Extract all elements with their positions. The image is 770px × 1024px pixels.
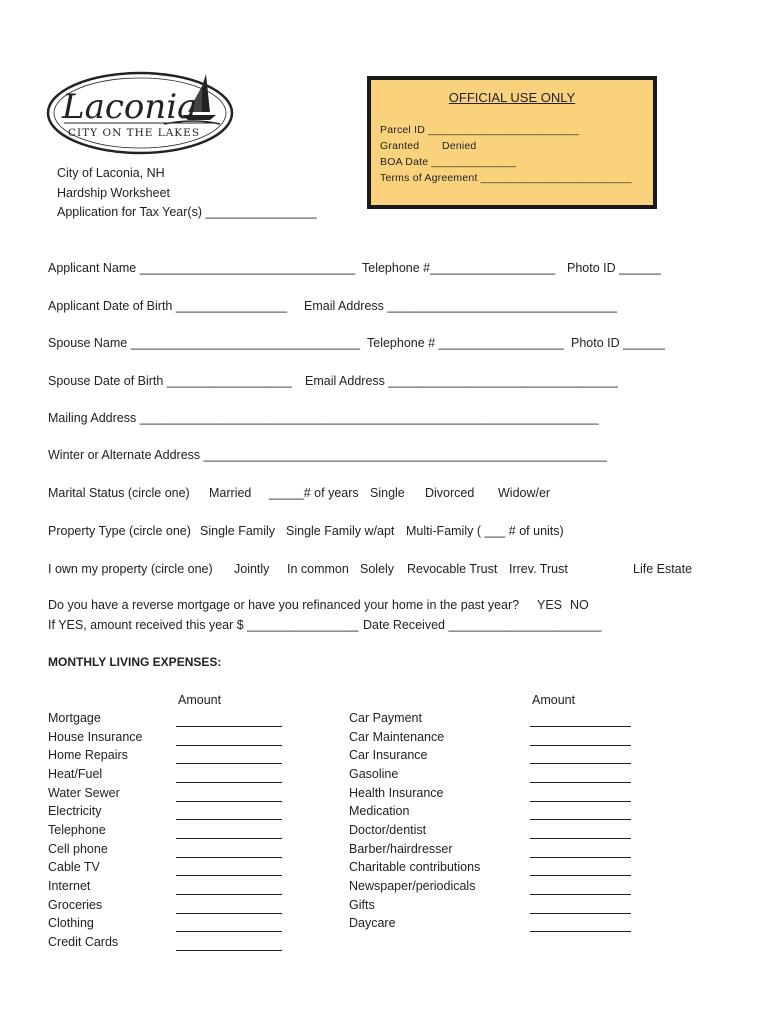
right-expense-label: Doctor/dentist xyxy=(349,822,427,837)
left-expense-amount-field[interactable] xyxy=(176,857,282,858)
right-expense-label: Daycare xyxy=(349,916,396,931)
right-expense-amount-field[interactable] xyxy=(530,726,631,727)
left-expense-amount-field[interactable] xyxy=(176,838,282,839)
left-expense-label: Heat/Fuel xyxy=(48,766,103,781)
granted-option[interactable]: Granted xyxy=(380,140,420,152)
right-expense-amount-field[interactable] xyxy=(530,875,631,876)
right-expense-amount-field[interactable] xyxy=(530,745,631,746)
left-expense-label: Clothing xyxy=(48,916,94,931)
reverse-no-option[interactable]: NO xyxy=(570,598,589,612)
right-expense-amount-field[interactable] xyxy=(530,913,631,914)
right-expense-label: Car Insurance xyxy=(349,748,428,763)
header-tax-year: Application for Tax Year(s) ________________ xyxy=(57,205,317,219)
left-expense-label: Internet xyxy=(48,878,91,893)
amount-received-field[interactable]: If YES, amount received this year $ ________________ xyxy=(48,618,359,632)
left-expense-amount-field[interactable] xyxy=(176,801,282,802)
left-expense-amount-field[interactable] xyxy=(176,726,282,727)
right-expense-label: Medication xyxy=(349,804,410,819)
ownership-revocable-trust-option[interactable]: Revocable Trust xyxy=(407,562,498,576)
logo-wordmark: Laconia xyxy=(62,87,198,127)
right-expense-amount-field[interactable] xyxy=(530,782,631,783)
applicant-telephone-field[interactable]: Telephone #__________________ xyxy=(362,261,556,275)
spouse-dob-field[interactable]: Spouse Date of Birth __________________ xyxy=(48,374,292,388)
right-expense-amount-field[interactable] xyxy=(530,801,631,802)
left-expense-label: House Insurance xyxy=(48,729,143,744)
parcel-id-field[interactable]: Parcel ID _________________________ xyxy=(380,124,580,136)
left-expense-amount-field[interactable] xyxy=(176,931,282,932)
left-expense-amount-field[interactable] xyxy=(176,913,282,914)
spouse-telephone-field[interactable]: Telephone # __________________ xyxy=(367,336,564,350)
right-expense-label: Health Insurance xyxy=(349,785,444,800)
right-expense-label: Car Payment xyxy=(349,711,422,725)
right-expense-amount-field[interactable] xyxy=(530,819,631,820)
applicant-dob-field[interactable]: Applicant Date of Birth ________________ xyxy=(48,299,288,313)
marital-widow-option[interactable]: Widow/er xyxy=(498,486,551,500)
official-use-box xyxy=(367,76,657,209)
left-expense-amount-field[interactable] xyxy=(176,763,282,764)
marital-years-field[interactable]: _____# of years xyxy=(269,486,359,500)
terms-field[interactable]: Terms of Agreement _________________________ xyxy=(380,172,632,184)
left-expense-label: Telephone xyxy=(48,822,106,837)
winter-address-field[interactable]: Winter or Alternate Address __________________________________________________________ xyxy=(48,448,607,462)
applicant-photo-id-field[interactable]: Photo ID ______ xyxy=(567,261,661,275)
left-expense-amount-field[interactable] xyxy=(176,875,282,876)
right-expense-amount-field[interactable] xyxy=(530,763,631,764)
marital-status-label: Marital Status (circle one) xyxy=(48,486,190,500)
reverse-yes-option[interactable]: YES xyxy=(537,598,563,612)
left-expense-label: Groceries xyxy=(48,897,103,912)
left-expense-label: Credit Cards xyxy=(48,934,119,949)
right-expense-amount-field[interactable] xyxy=(530,838,631,839)
left-expense-label: Water Sewer xyxy=(48,785,120,800)
right-expense-label: Charitable contributions xyxy=(349,860,481,875)
header-worksheet: Hardship Worksheet xyxy=(57,186,171,200)
property-single-family-apt-option[interactable]: Single Family w/apt xyxy=(286,524,395,538)
right-expense-amount-field[interactable] xyxy=(530,857,631,858)
header-city: City of Laconia, NH xyxy=(57,166,165,180)
ownership-solely-option[interactable]: Solely xyxy=(360,562,395,576)
left-expense-label: Cell phone xyxy=(48,841,108,856)
left-expense-label: Home Repairs xyxy=(48,748,128,763)
left-expense-amount-field[interactable] xyxy=(176,745,282,746)
right-expense-label: Gasoline xyxy=(349,766,399,781)
property-multi-family-option[interactable]: Multi-Family ( ___ # of units) xyxy=(406,524,564,538)
spouse-photo-id-field[interactable]: Photo ID ______ xyxy=(571,336,665,350)
applicant-name-field[interactable]: Applicant Name _______________________________ xyxy=(48,261,356,275)
right-expense-label: Gifts xyxy=(349,897,375,912)
amount-header-right: Amount xyxy=(532,693,576,707)
right-expense-amount-field[interactable] xyxy=(530,931,631,932)
applicant-email-field[interactable]: Email Address _________________________________ xyxy=(304,299,617,313)
property-type-label: Property Type (circle one) xyxy=(48,524,191,538)
amount-header-left: Amount xyxy=(178,693,222,707)
laconia-logo xyxy=(44,68,240,158)
ownership-jointly-option[interactable]: Jointly xyxy=(234,562,270,576)
left-expense-amount-field[interactable] xyxy=(176,894,282,895)
marital-divorced-option[interactable]: Divorced xyxy=(425,486,475,500)
right-expense-label: Car Maintenance xyxy=(349,729,445,744)
right-expense-label: Barber/hairdresser xyxy=(349,841,453,856)
marital-single-option[interactable]: Single xyxy=(370,486,405,500)
marital-married-option[interactable]: Married xyxy=(209,486,252,500)
ownership-label: I own my property (circle one) xyxy=(48,562,213,576)
property-single-family-option[interactable]: Single Family xyxy=(200,524,276,538)
left-expense-amount-field[interactable] xyxy=(176,950,282,951)
official-use-title: OFFICIAL USE ONLY xyxy=(448,90,576,105)
mailing-address-field[interactable]: Mailing Address __________________________________________________________________ xyxy=(48,411,599,425)
left-expense-label: Mortgage xyxy=(48,711,101,725)
right-expense-amount-field[interactable] xyxy=(530,894,631,895)
spouse-email-field[interactable]: Email Address _________________________________ xyxy=(305,374,618,388)
ownership-life-estate-option[interactable]: Life Estate xyxy=(633,562,693,576)
left-expense-amount-field[interactable] xyxy=(176,782,282,783)
denied-option[interactable]: Denied xyxy=(442,140,477,152)
logo-tagline: CITY ON THE LAKES xyxy=(68,127,201,139)
ownership-in-common-option[interactable]: In common xyxy=(287,562,349,576)
right-expense-label: Newspaper/periodicals xyxy=(349,878,476,893)
boa-date-field[interactable]: BOA Date ______________ xyxy=(380,156,516,168)
ownership-irrev-trust-option[interactable]: Irrev. Trust xyxy=(509,562,568,576)
left-expense-label: Cable TV xyxy=(48,860,100,875)
spouse-name-field[interactable]: Spouse Name _________________________________ xyxy=(48,336,361,350)
left-expense-label: Electricity xyxy=(48,804,102,819)
expenses-heading: MONTHLY LIVING EXPENSES: xyxy=(48,655,222,669)
date-received-field[interactable]: Date Received ______________________ xyxy=(363,618,602,632)
reverse-mortgage-question: Do you have a reverse mortgage or have you refinanced your home in the past year? xyxy=(48,598,520,612)
left-expense-amount-field[interactable] xyxy=(176,819,282,820)
